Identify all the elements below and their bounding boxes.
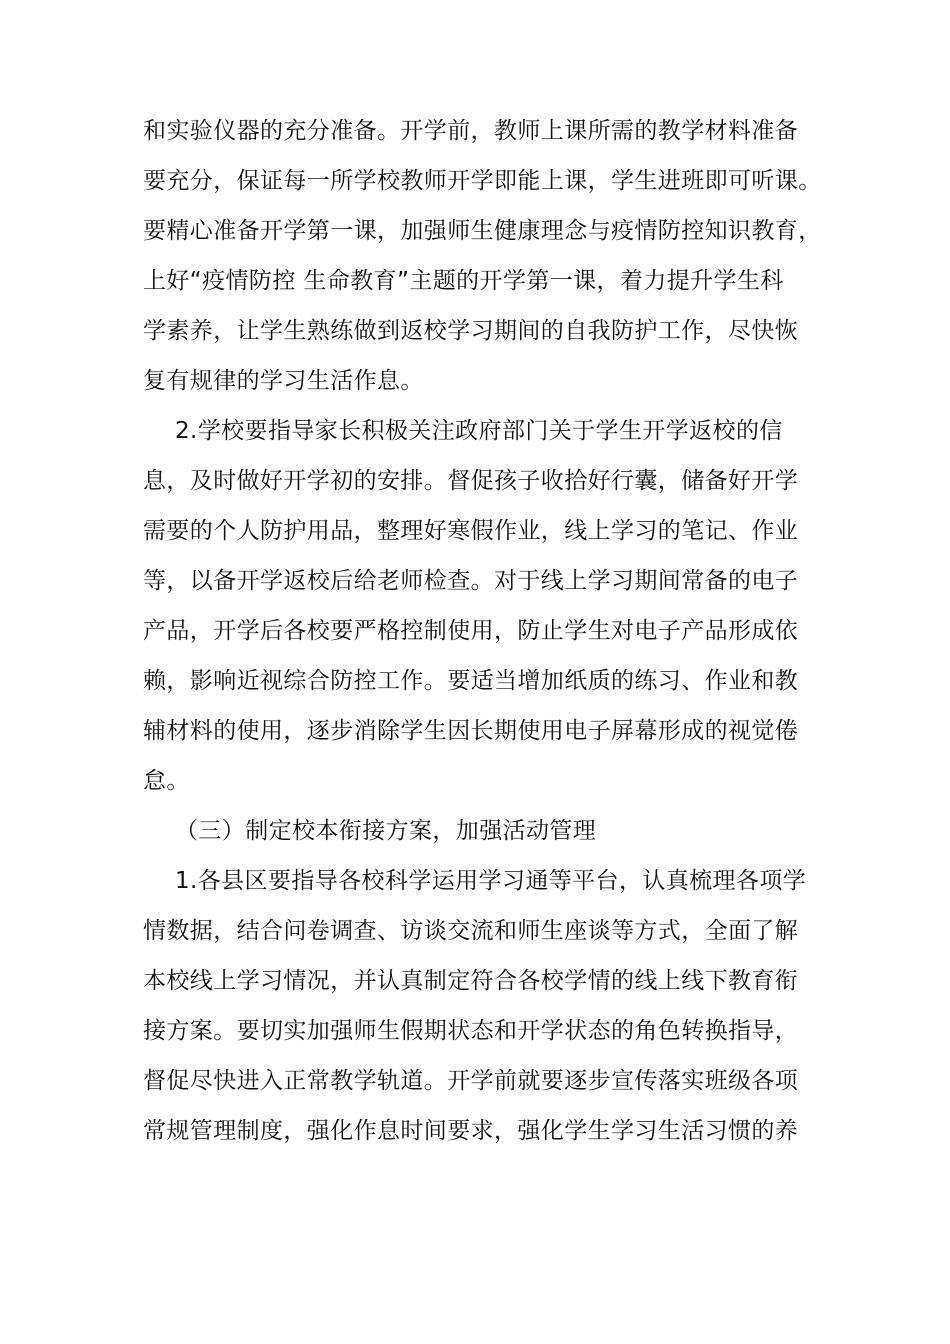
text-line: 赖，影响近视综合防控工作。要适当增加纸质的练习、作业和教 [143, 668, 799, 694]
text-line: 常规管理制度，强化作息时间要求，强化学生学习生活习惯的养 [143, 1118, 799, 1144]
text-line: 督促尽快进入正常教学轨道。开学前就要逐步宣传落实班级各项 [143, 1068, 799, 1094]
text-line: 复有规律的学习生活作息。 [143, 368, 424, 394]
paragraph-opening-preparation [143, 106, 822, 406]
text-line: 要充分，保证每一所学校教师开学即能上课，学生进班即可听课。 [143, 168, 822, 194]
text-line: 和实验仪器的充分准备。开学前，教师上课所需的教学材料准备 [143, 118, 799, 144]
text-line: 学素养，让学生熟练做到返校学习期间的自我防护工作，尽快恢 [143, 318, 799, 344]
text-line: 等，以备开学返校后给老师检查。对于线上学习期间常备的电子 [143, 568, 799, 594]
text-line: 情数据，结合问卷调查、访谈交流和师生座谈等方式，全面了解 [143, 918, 799, 944]
text-line: 上好“疫情防控 生命教育”主题的开学第一课，着力提升学生科 [143, 268, 784, 294]
text-line: 产品，开学后各校要严格控制使用，防止学生对电子产品形成依 [143, 618, 799, 644]
text-line: 需要的个人防护用品，整理好寒假作业，线上学习的笔记、作业 [143, 518, 799, 544]
document-body [143, 106, 822, 1156]
section-heading-text: （三）制定校本衔接方案，加强活动管理 [175, 818, 597, 844]
text-line: 接方案。要切实加强师生假期状态和开学状态的角色转换指导， [143, 1018, 799, 1044]
text-line: 要精心准备开学第一课，加强师生健康理念与疫情防控知识教育， [143, 218, 822, 244]
text-line: 1.各县区要指导各校科学运用学习通等平台，认真梳理各项学 [175, 868, 807, 894]
text-line: 2.学校要指导家长积极关注政府部门关于学生开学返校的信 [175, 418, 783, 444]
paragraph-item-1-counties [143, 856, 807, 1156]
text-line: 辅材料的使用，逐步消除学生因长期使用电子屏幕形成的视觉倦 [143, 718, 799, 744]
text-line: 怠。 [143, 768, 190, 794]
text-line: 息，及时做好开学初的安排。督促孩子收拾好行囊，储备好开学 [143, 468, 799, 494]
section-heading-3 [143, 806, 807, 856]
paragraph-item-2-parents [143, 406, 807, 806]
text-line: 本校线上学习情况，并认真制定符合各校学情的线上线下教育衔 [143, 968, 799, 994]
